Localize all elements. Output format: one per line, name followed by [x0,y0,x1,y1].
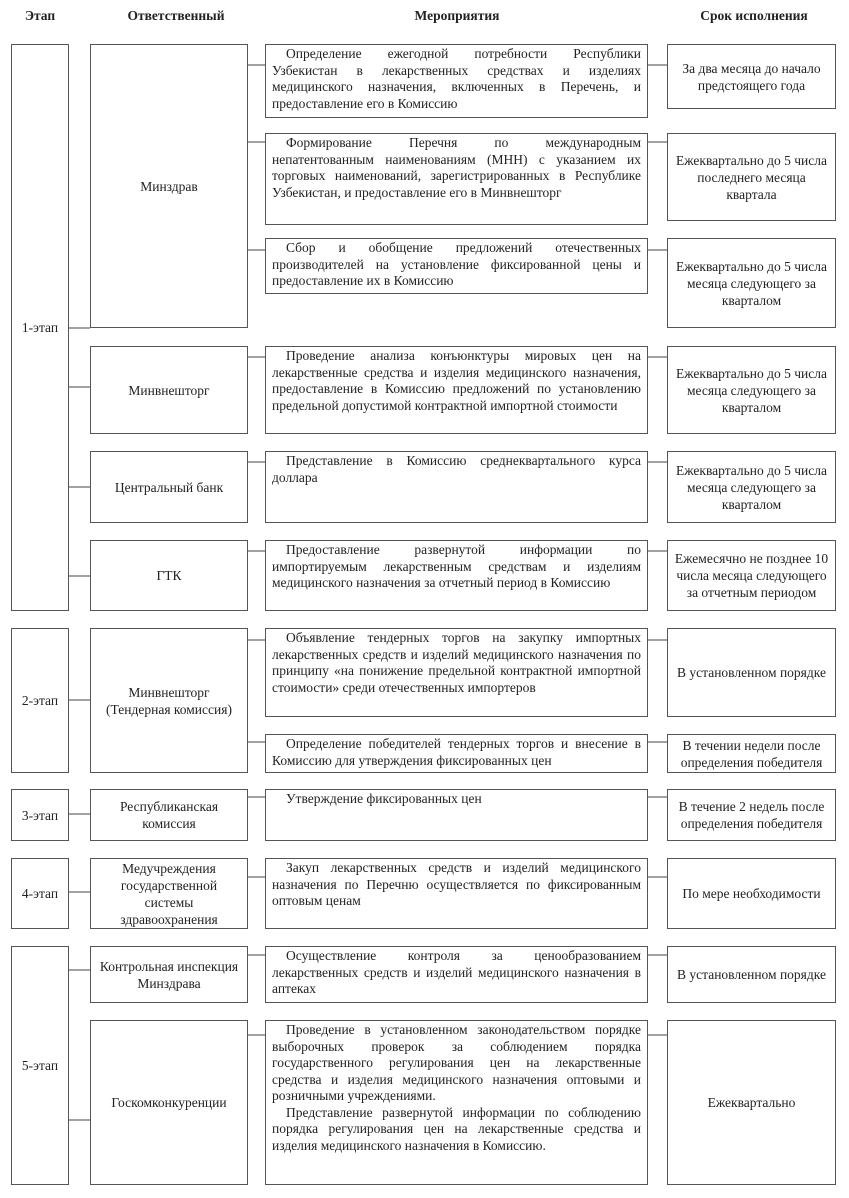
stage-1-box: 1-этап [11,44,69,611]
stage-5-box: 5-этап [11,946,69,1185]
activity-text: Объявление тендерных торгов на закупку импортных лекарственных средств и изделий медицинского назначения по принципу «на понижение предельной контрактной импортной стоимости» среди отечественных импортеров [272,630,641,695]
activity-text: Определение ежегодной потребности Республики Узбекистан в лекарственных средствах и изделиях медицинского назначения, включенных в Перечень, и предоставление его в Комиссию [272,46,641,111]
responsible-minzdrav: Минздрав [90,44,248,328]
activity-box [265,858,648,929]
deadline-box: В течение 2 недель после определения победителя [667,789,836,841]
activity-text: Проведение в установленном законодательством порядке выборочных проверок за соблюдением порядка государственного регулирования цен на лекарственные средства и изделия медицинского назначения оптовыми и розничными учреждениями. [272,1022,641,1103]
activity-box [265,133,648,225]
deadline-box: Ежеквартально до 5 числа месяца следующего за кварталом [667,346,836,434]
activity-box [265,946,648,1003]
deadline-box: Ежеквартально [667,1020,836,1185]
activity-text: Представление развернутой информации по соблюдению порядка регулирования цен на лекарственные средства и изделия медицинского назначения в Комиссию. [272,1104,641,1153]
activity-text: Закуп лекарственных средств и изделий медицинского назначения по Перечню осуществляется по фиксированным оптовым ценам [272,860,641,908]
stage-3-box: 3-этап [11,789,69,841]
deadline-box: В установленном порядке [667,946,836,1003]
deadline-box: В установленном порядке [667,628,836,717]
deadline-box: В течении недели после определения победителя [667,734,836,773]
header-deadline: Срок исполнения [700,8,808,23]
responsible-medical-institutions: Медучреждения государственной системы здравоохранения [90,858,248,929]
responsible-control-inspection: Контрольная инспекция Минздрава [90,946,248,1003]
activity-box [265,628,648,717]
stage-4-box: 4-этап [11,858,69,929]
responsible-republican-commission: Республиканская комиссия [90,789,248,841]
responsible-gtk: ГТК [90,540,248,611]
deadline-box: По мере необходимости [667,858,836,929]
activity-text: Определение победителей тендерных торгов и внесение в Комиссию для утверждения фиксированных цен [272,736,641,768]
activity-box [265,789,648,841]
deadline-box: За два месяца до начало предстоящего года [667,44,836,109]
activity-box [265,44,648,118]
deadline-box: Ежеквартально до 5 числа месяца следующего за кварталом [667,238,836,328]
activity-box [265,1020,648,1185]
responsible-minvneshtorg: Минвнешторг [90,346,248,434]
activity-box [265,451,648,523]
responsible-central-bank: Центральный банк [90,451,248,523]
activity-text: Представление в Комиссию среднеквартального курса доллара [272,453,641,485]
responsible-tender-commission: Минвнешторг (Тендерная комиссия) [90,628,248,773]
responsible-goskomkonkurentsii: Госкомконкуренции [90,1020,248,1185]
activity-text: Осуществление контроля за ценообразованием лекарственных средств и изделий медицинского назначения в аптеках [272,948,641,996]
activity-text: Проведение анализа конъюнктуры мировых цен на лекарственные средства и изделия медицинского назначения, предоставление в Комиссию предложений по установлению предельной допустимой контрактной импортной стоимости [272,348,641,413]
stage-2-box: 2-этап [11,628,69,773]
activity-box [265,238,648,294]
deadline-box: Ежеквартально до 5 числа месяца следующего за кварталом [667,451,836,523]
activity-box [265,346,648,434]
activity-text: Утверждение фиксированных цен [286,791,482,806]
header-stage: Этап [24,8,56,23]
activity-box [265,734,648,773]
deadline-box: Ежеквартально до 5 числа последнего месяца квартала [667,133,836,221]
activity-text: Формирование Перечня по международным непатентованным наименованиям (МНН) с указанием их торговых наименований, зарегистрированных в Республике Узбекистан, и предоставление его в Минвнешторг [272,135,641,200]
header-responsible: Ответственный [127,8,225,23]
activity-text: Предоставление развернутой информации по импортируемым лекарственным средствам и изделиям медицинского назначения за отчетный период в Комиссию [272,542,641,590]
activity-text: Сбор и обобщение предложений отечественных производителей на установление фиксированной цены и предоставление их в Комиссию [272,240,641,288]
deadline-box: Ежемесячно не позднее 10 числа месяца следующего за отчетным периодом [667,540,836,611]
header-activities: Мероприятия [414,8,500,23]
activity-box [265,540,648,611]
